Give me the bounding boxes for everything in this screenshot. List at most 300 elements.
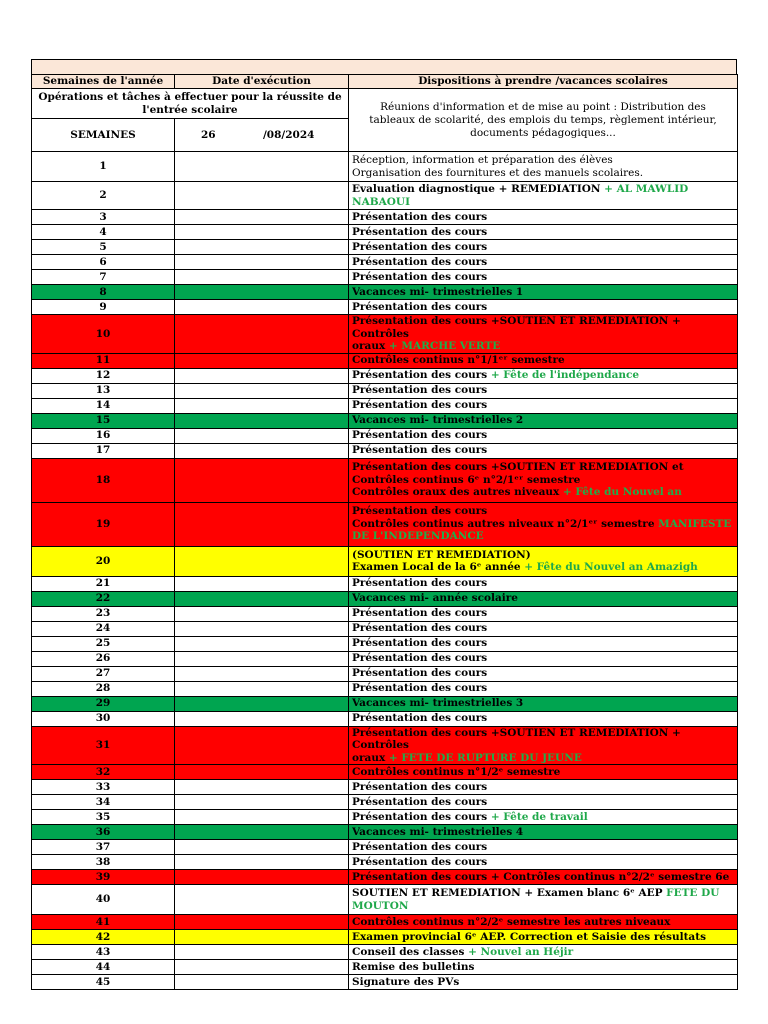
table-row bbox=[32, 795, 738, 810]
disposition-line bbox=[352, 856, 734, 869]
disposition-cell bbox=[349, 210, 738, 225]
execution-date-cell bbox=[175, 930, 349, 945]
week-number: 37 bbox=[32, 840, 175, 855]
table-row bbox=[32, 825, 738, 840]
week-number: 34 bbox=[32, 795, 175, 810]
execution-date-cell bbox=[175, 765, 349, 780]
execution-date-cell bbox=[175, 255, 349, 270]
disposition-cell bbox=[349, 885, 738, 915]
disposition-cell bbox=[349, 930, 738, 945]
disposition-text: Réception, information et préparation des élèves bbox=[352, 154, 613, 166]
disposition-text: oraux bbox=[352, 340, 389, 352]
week-number: 12 bbox=[32, 368, 175, 383]
planning-sheet bbox=[31, 59, 737, 990]
week-number: 11 bbox=[32, 353, 175, 368]
table-row bbox=[32, 546, 738, 576]
execution-date-cell bbox=[175, 840, 349, 855]
week-number: 44 bbox=[32, 960, 175, 975]
disposition-text: Présentation des cours bbox=[352, 210, 488, 223]
disposition-cell bbox=[349, 960, 738, 975]
disposition-text: Présentation des cours bbox=[352, 577, 488, 590]
execution-date-cell bbox=[175, 413, 349, 428]
execution-date-cell bbox=[175, 681, 349, 696]
top-strip bbox=[31, 59, 737, 74]
disposition-line bbox=[352, 486, 734, 499]
execution-date-cell bbox=[175, 945, 349, 960]
execution-date-cell bbox=[175, 915, 349, 930]
execution-date-cell bbox=[175, 726, 349, 765]
week-number: 20 bbox=[32, 546, 175, 576]
disposition-line bbox=[352, 211, 734, 224]
table-row bbox=[32, 270, 738, 285]
disposition-text: Présentation des cours bbox=[352, 810, 491, 823]
disposition-line bbox=[352, 637, 734, 650]
disposition-line bbox=[352, 154, 734, 167]
disposition-line bbox=[352, 826, 734, 839]
week-number: 31 bbox=[32, 726, 175, 765]
week-number: 14 bbox=[32, 398, 175, 413]
disposition-line bbox=[352, 461, 734, 474]
disposition-text: Présentation des cours bbox=[352, 444, 488, 457]
table-row bbox=[32, 210, 738, 225]
execution-date-cell bbox=[175, 651, 349, 666]
disposition-cell bbox=[349, 825, 738, 840]
disposition-cell bbox=[349, 870, 738, 885]
execution-date-cell bbox=[175, 300, 349, 315]
disposition-cell bbox=[349, 591, 738, 606]
disposition-line bbox=[352, 315, 734, 340]
intro-right-cell: Réunions d'information et de mise au point : Distribution des tableaux de scolarité, des emplois du temps, règlement intérieur, documents pédagogiques... bbox=[349, 89, 738, 152]
week-number: 6 bbox=[32, 255, 175, 270]
disposition-cell bbox=[349, 240, 738, 255]
disposition-text: Présentation des cours + Contrôles continus n°2/2ᵉ semestre 6e bbox=[352, 870, 730, 883]
disposition-text: Présentation des cours bbox=[352, 505, 488, 518]
disposition-cell bbox=[349, 795, 738, 810]
disposition-text: Présentation des cours bbox=[352, 384, 488, 397]
event-highlight: + MARCHE VERTE bbox=[388, 340, 501, 352]
table-row bbox=[32, 255, 738, 270]
table-row bbox=[32, 666, 738, 681]
week-number: 43 bbox=[32, 945, 175, 960]
table-row bbox=[32, 182, 738, 210]
disposition-text: Organisation des fournitures et des manuels scolaires. bbox=[352, 166, 644, 179]
execution-date-cell bbox=[175, 398, 349, 413]
week-number: 2 bbox=[32, 182, 175, 210]
execution-date-cell bbox=[175, 458, 349, 502]
table-row bbox=[32, 885, 738, 915]
disposition-cell bbox=[349, 711, 738, 726]
disposition-text: Présentation des cours bbox=[352, 607, 488, 620]
week-number: 16 bbox=[32, 428, 175, 443]
week-number: 15 bbox=[32, 413, 175, 428]
disposition-cell bbox=[349, 502, 738, 546]
disposition-line bbox=[352, 549, 734, 562]
disposition-text: Présentation des cours bbox=[352, 840, 488, 853]
week-number: 41 bbox=[32, 915, 175, 930]
week-number: 45 bbox=[32, 975, 175, 990]
disposition-cell bbox=[349, 152, 738, 182]
disposition-line bbox=[352, 752, 734, 765]
header-dispositions: Dispositions à prendre /vacances scolaires bbox=[349, 75, 738, 89]
disposition-text: Présentation des cours bbox=[352, 622, 488, 635]
table-row bbox=[32, 353, 738, 368]
disposition-text: (SOUTIEN ET REMEDIATION) bbox=[352, 548, 531, 561]
disposition-text: SOUTIEN ET REMEDIATION + Examen blanc 6ᵉ AEP bbox=[352, 887, 667, 899]
disposition-line bbox=[352, 871, 734, 884]
week-number: 7 bbox=[32, 270, 175, 285]
week-number: 4 bbox=[32, 225, 175, 240]
execution-date-cell bbox=[175, 152, 349, 182]
disposition-line bbox=[352, 518, 734, 531]
execution-date-cell bbox=[175, 975, 349, 990]
table-row bbox=[32, 711, 738, 726]
week-number: 35 bbox=[32, 810, 175, 825]
disposition-text: Signature des PVs bbox=[352, 975, 460, 988]
disposition-line bbox=[352, 561, 734, 574]
disposition-line bbox=[352, 697, 734, 710]
week-number: 33 bbox=[32, 780, 175, 795]
week-number: 5 bbox=[32, 240, 175, 255]
disposition-text: Présentation des cours bbox=[352, 225, 488, 238]
disposition-line bbox=[352, 811, 734, 824]
event-highlight: + Fête de l'indépendance bbox=[490, 369, 640, 382]
disposition-cell bbox=[349, 443, 738, 458]
disposition-line bbox=[352, 429, 734, 442]
disposition-line bbox=[352, 340, 734, 353]
start-date bbox=[175, 119, 349, 152]
disposition-cell bbox=[349, 368, 738, 383]
disposition-line bbox=[352, 414, 734, 427]
disposition-cell bbox=[349, 696, 738, 711]
table-row bbox=[32, 152, 738, 182]
week-number: 18 bbox=[32, 458, 175, 502]
week-number: 25 bbox=[32, 636, 175, 651]
disposition-cell bbox=[349, 606, 738, 621]
disposition-text: Présentation des cours bbox=[352, 652, 488, 665]
disposition-line bbox=[352, 444, 734, 457]
disposition-text: Examen Local de la 6ᵉ année bbox=[352, 561, 525, 573]
header-date: Date d'exécution bbox=[175, 75, 349, 89]
disposition-cell bbox=[349, 651, 738, 666]
event-highlight: + Fête du Nouvel an Amazigh bbox=[524, 561, 698, 573]
table-row bbox=[32, 285, 738, 300]
disposition-line bbox=[352, 286, 734, 299]
table-row bbox=[32, 930, 738, 945]
disposition-cell bbox=[349, 780, 738, 795]
disposition-text: Contrôles continus autres niveaux n°2/1ᵉʳ semestre bbox=[352, 517, 659, 530]
table-row bbox=[32, 915, 738, 930]
week-number: 9 bbox=[32, 300, 175, 315]
event-highlight: FETE DU bbox=[666, 887, 720, 899]
table-row bbox=[32, 240, 738, 255]
disposition-line bbox=[352, 474, 734, 487]
week-number: 28 bbox=[32, 681, 175, 696]
start-date-day: 26 bbox=[201, 128, 216, 141]
execution-date-cell bbox=[175, 210, 349, 225]
disposition-cell bbox=[349, 458, 738, 502]
week-number: 8 bbox=[32, 285, 175, 300]
start-date-rest: /08/2024 bbox=[262, 128, 315, 141]
disposition-cell bbox=[349, 726, 738, 765]
disposition-line bbox=[352, 607, 734, 620]
disposition-cell bbox=[349, 576, 738, 591]
execution-date-cell bbox=[175, 546, 349, 576]
disposition-text: Présentation des cours +SOUTIEN ET REMEDIATION + Contrôles bbox=[352, 315, 681, 340]
disposition-text: Contrôles oraux des autres niveaux bbox=[352, 486, 563, 499]
disposition-text: Contrôles continus n°1/1ᵉʳ semestre bbox=[352, 354, 565, 367]
disposition-text: Présentation des cours bbox=[352, 795, 488, 808]
disposition-cell bbox=[349, 840, 738, 855]
event-highlight: + AL MAWLID bbox=[604, 183, 689, 195]
disposition-line bbox=[352, 399, 734, 412]
disposition-cell bbox=[349, 621, 738, 636]
execution-date-cell bbox=[175, 368, 349, 383]
table-row bbox=[32, 975, 738, 990]
week-number: 19 bbox=[32, 502, 175, 546]
disposition-text: Présentation des cours bbox=[352, 667, 488, 680]
disposition-line bbox=[352, 622, 734, 635]
execution-date-cell bbox=[175, 428, 349, 443]
week-number: 21 bbox=[32, 576, 175, 591]
table-row bbox=[32, 225, 738, 240]
planning-table bbox=[31, 74, 738, 990]
execution-date-cell bbox=[175, 780, 349, 795]
disposition-line bbox=[352, 226, 734, 239]
disposition-cell bbox=[349, 810, 738, 825]
disposition-line bbox=[352, 682, 734, 695]
disposition-cell bbox=[349, 398, 738, 413]
execution-date-cell bbox=[175, 240, 349, 255]
execution-date-cell bbox=[175, 795, 349, 810]
disposition-text: Présentation des cours bbox=[352, 780, 488, 793]
disposition-text: Présentation des cours bbox=[352, 712, 488, 725]
disposition-line bbox=[352, 167, 734, 180]
disposition-line bbox=[352, 712, 734, 725]
table-row bbox=[32, 855, 738, 870]
execution-date-cell bbox=[175, 315, 349, 354]
disposition-text: Présentation des cours bbox=[352, 637, 488, 650]
disposition-cell bbox=[349, 765, 738, 780]
table-row bbox=[32, 300, 738, 315]
disposition-cell bbox=[349, 270, 738, 285]
table-row bbox=[32, 810, 738, 825]
table-row bbox=[32, 458, 738, 502]
table-row bbox=[32, 315, 738, 354]
disposition-text: Vacances mi- trimestrielles 4 bbox=[352, 825, 524, 838]
table-row bbox=[32, 651, 738, 666]
disposition-line bbox=[352, 931, 734, 944]
disposition-cell bbox=[349, 225, 738, 240]
execution-date-cell bbox=[175, 225, 349, 240]
disposition-text: Vacances mi- trimestrielles 3 bbox=[352, 697, 524, 710]
event-highlight: DE L'INDEPENDANCE bbox=[352, 530, 484, 543]
table-row bbox=[32, 502, 738, 546]
execution-date-cell bbox=[175, 666, 349, 681]
table-row bbox=[32, 413, 738, 428]
execution-date-cell bbox=[175, 182, 349, 210]
week-number: 23 bbox=[32, 606, 175, 621]
disposition-text: Présentation des cours +SOUTIEN ET REMEDIATION et bbox=[352, 461, 684, 474]
table-row bbox=[32, 443, 738, 458]
execution-date-cell bbox=[175, 711, 349, 726]
disposition-cell bbox=[349, 182, 738, 210]
week-number: 42 bbox=[32, 930, 175, 945]
disposition-cell bbox=[349, 315, 738, 354]
execution-date-cell bbox=[175, 353, 349, 368]
disposition-text: Vacances mi- année scolaire bbox=[352, 592, 518, 605]
disposition-line bbox=[352, 354, 734, 367]
disposition-text: Evaluation diagnostique + REMEDIATION bbox=[352, 183, 605, 195]
disposition-line bbox=[352, 976, 734, 989]
disposition-line bbox=[352, 841, 734, 854]
disposition-line bbox=[352, 505, 734, 518]
disposition-text: Conseil des classes bbox=[352, 945, 469, 958]
event-highlight: + Nouvel an Héjir bbox=[468, 945, 574, 958]
table-row bbox=[32, 368, 738, 383]
disposition-line bbox=[352, 384, 734, 397]
week-number: 27 bbox=[32, 666, 175, 681]
disposition-line bbox=[352, 667, 734, 680]
disposition-cell bbox=[349, 636, 738, 651]
disposition-line bbox=[352, 301, 734, 314]
week-number: 3 bbox=[32, 210, 175, 225]
disposition-line bbox=[352, 766, 734, 779]
table-row bbox=[32, 636, 738, 651]
disposition-cell bbox=[349, 255, 738, 270]
disposition-text: Contrôles continus n°1/2ᵉ semestre bbox=[352, 765, 561, 778]
week-number: 10 bbox=[32, 315, 175, 354]
table-row bbox=[32, 765, 738, 780]
disposition-text: Présentation des cours bbox=[352, 255, 488, 268]
table-row bbox=[32, 726, 738, 765]
execution-date-cell bbox=[175, 383, 349, 398]
disposition-text: Vacances mi- trimestrielles 1 bbox=[352, 285, 524, 298]
disposition-text: Vacances mi- trimestrielles 2 bbox=[352, 414, 524, 427]
disposition-cell bbox=[349, 855, 738, 870]
execution-date-cell bbox=[175, 855, 349, 870]
disposition-cell bbox=[349, 945, 738, 960]
intro-left-cell: Opérations et tâches à effectuer pour la réussite de l'entrée scolaire bbox=[32, 89, 349, 119]
execution-date-cell bbox=[175, 825, 349, 840]
disposition-line bbox=[352, 183, 734, 196]
execution-date-cell bbox=[175, 443, 349, 458]
disposition-text: Présentation des cours bbox=[352, 399, 488, 412]
week-number: 29 bbox=[32, 696, 175, 711]
week-number: 30 bbox=[32, 711, 175, 726]
disposition-line bbox=[352, 781, 734, 794]
event-highlight: MANIFESTE bbox=[658, 517, 732, 530]
week-number: 40 bbox=[32, 885, 175, 915]
execution-date-cell bbox=[175, 636, 349, 651]
disposition-text: Examen provincial 6ᵉ AEP. Correction et Saisie des résultats bbox=[352, 930, 707, 943]
disposition-text: Présentation des cours bbox=[352, 300, 488, 313]
execution-date-cell bbox=[175, 270, 349, 285]
table-row bbox=[32, 383, 738, 398]
table-row bbox=[32, 576, 738, 591]
disposition-text: Présentation des cours bbox=[352, 270, 488, 283]
table-row bbox=[32, 870, 738, 885]
disposition-line bbox=[352, 196, 734, 209]
disposition-text: Présentation des cours bbox=[352, 240, 488, 253]
event-highlight: MOUTON bbox=[352, 899, 409, 912]
disposition-text: Présentation des cours bbox=[352, 369, 491, 382]
disposition-cell bbox=[349, 666, 738, 681]
execution-date-cell bbox=[175, 870, 349, 885]
execution-date-cell bbox=[175, 960, 349, 975]
execution-date-cell bbox=[175, 606, 349, 621]
disposition-text: Présentation des cours bbox=[352, 429, 488, 442]
disposition-line bbox=[352, 946, 734, 959]
disposition-line bbox=[352, 796, 734, 809]
disposition-line bbox=[352, 961, 734, 974]
semaines-label: SEMAINES bbox=[32, 119, 175, 152]
table-row bbox=[32, 681, 738, 696]
week-number: 22 bbox=[32, 591, 175, 606]
execution-date-cell bbox=[175, 696, 349, 711]
disposition-line bbox=[352, 241, 734, 254]
disposition-line bbox=[352, 652, 734, 665]
disposition-line bbox=[352, 530, 734, 543]
disposition-text: Contrôles continus n°2/2ᵉ semestre les autres niveaux bbox=[352, 915, 671, 928]
disposition-text: Remise des bulletins bbox=[352, 960, 475, 973]
disposition-cell bbox=[349, 915, 738, 930]
week-number: 1 bbox=[32, 152, 175, 182]
table-row bbox=[32, 398, 738, 413]
execution-date-cell bbox=[175, 576, 349, 591]
table-row bbox=[32, 591, 738, 606]
disposition-line bbox=[352, 256, 734, 269]
disposition-line bbox=[352, 577, 734, 590]
week-number: 17 bbox=[32, 443, 175, 458]
week-number: 39 bbox=[32, 870, 175, 885]
disposition-text: oraux bbox=[352, 751, 389, 764]
week-number: 36 bbox=[32, 825, 175, 840]
execution-date-cell bbox=[175, 591, 349, 606]
event-highlight: + FETE DE RUPTURE DU JEUNE bbox=[388, 751, 582, 764]
week-number: 26 bbox=[32, 651, 175, 666]
disposition-line bbox=[352, 592, 734, 605]
disposition-line bbox=[352, 369, 734, 382]
disposition-line bbox=[352, 900, 734, 913]
event-highlight: + Fête de travail bbox=[490, 810, 588, 823]
disposition-text: Présentation des cours +SOUTIEN ET REMEDIATION + Contrôles bbox=[352, 726, 681, 751]
disposition-cell bbox=[349, 428, 738, 443]
disposition-text: Présentation des cours bbox=[352, 682, 488, 695]
disposition-cell bbox=[349, 285, 738, 300]
table-row bbox=[32, 780, 738, 795]
disposition-cell bbox=[349, 300, 738, 315]
execution-date-cell bbox=[175, 810, 349, 825]
disposition-cell bbox=[349, 546, 738, 576]
header-row bbox=[32, 75, 738, 89]
disposition-line bbox=[352, 887, 734, 900]
disposition-cell bbox=[349, 681, 738, 696]
disposition-cell bbox=[349, 353, 738, 368]
event-highlight: + Fête du Nouvel an bbox=[562, 486, 682, 499]
disposition-line bbox=[352, 727, 734, 752]
table-row bbox=[32, 428, 738, 443]
disposition-line bbox=[352, 916, 734, 929]
table-row bbox=[32, 621, 738, 636]
week-number: 38 bbox=[32, 855, 175, 870]
week-number: 13 bbox=[32, 383, 175, 398]
execution-date-cell bbox=[175, 502, 349, 546]
execution-date-cell bbox=[175, 285, 349, 300]
week-number: 32 bbox=[32, 765, 175, 780]
disposition-cell bbox=[349, 413, 738, 428]
table-row bbox=[32, 960, 738, 975]
disposition-cell bbox=[349, 975, 738, 990]
